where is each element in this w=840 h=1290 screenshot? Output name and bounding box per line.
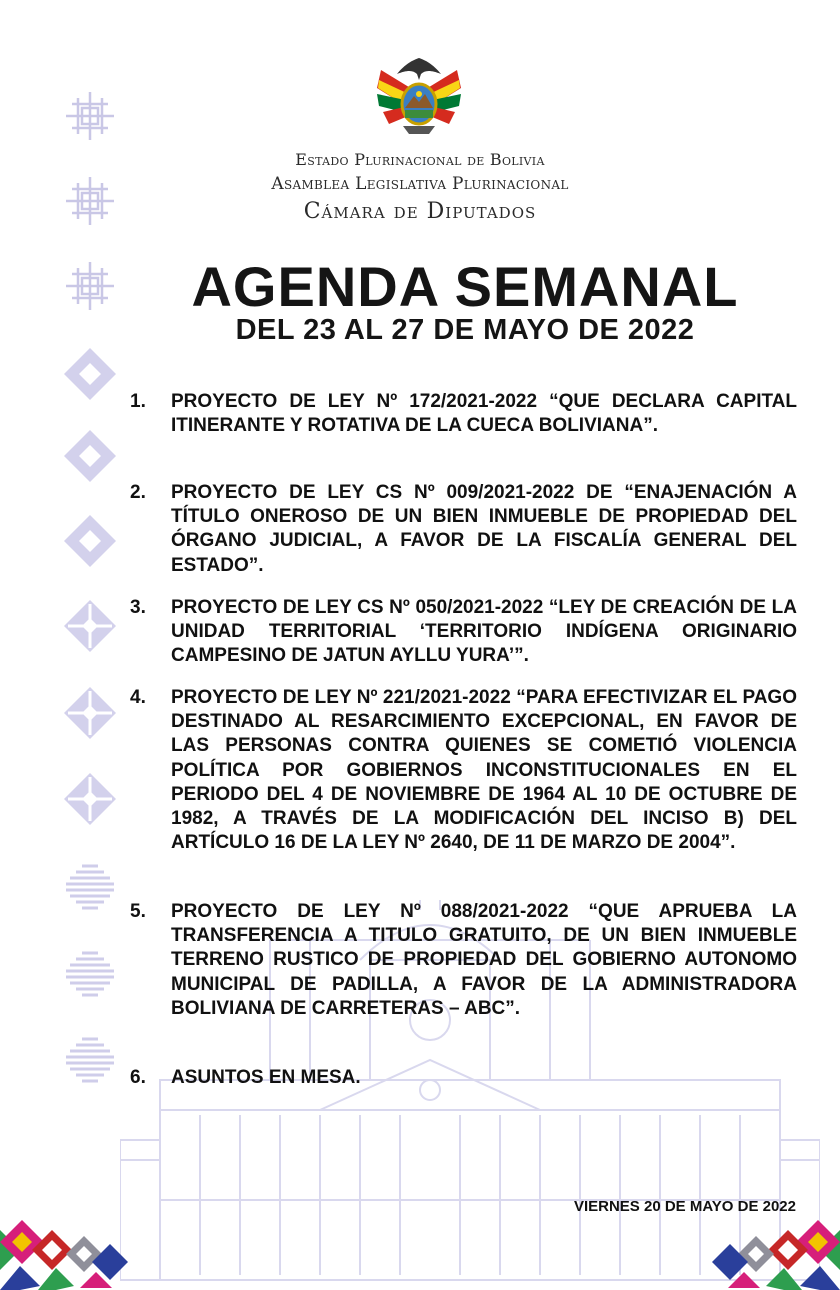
item-text: PROYECTO DE LEY CS Nº 009/2021-2022 DE “ENAJENACIÓN A TÍTULO ONEROSO DE UN BIEN INMUEBLE DE PROPIEDAD DEL ÓRGANO JUDICIAL, A FAVOR DE LA FISCALÍA GENERAL DEL ESTADO”.: [171, 482, 797, 576]
item-text: ASUNTOS EN MESA.: [171, 1067, 361, 1088]
andean-pattern-icon: [0, 1210, 130, 1290]
institution-line-3: Cámara de Diputados: [303, 199, 537, 224]
item-text: PROYECTO DE LEY Nº 088/2021-2022 “QUE APRUEBA LA TRANSFERENCIA A TITULO GRATUITO, DE UN BIEN INMUEBLE TERRENO RUSTICO DE PROPIEDAD DEL GOBIERNO AUTONOMO MUNICIPAL DE PADILLA, A FAVOR DE LA ADMINISTRADORA BOLIVIANA DE CARRETERAS – ABC”.: [171, 901, 797, 1019]
chevron-pattern-icon: [62, 858, 118, 914]
page-subtitle: DEL 23 AL 27 DE MAYO DE 2022: [235, 314, 695, 346]
coat-of-arms-icon: [369, 52, 469, 138]
item-text: PROYECTO DE LEY Nº 172/2021-2022 “QUE DECLARA CAPITAL ITINERANTE Y ROTATIVA DE LA CUECA BOLIVIANA”.: [171, 391, 797, 437]
item-number: 2.: [130, 482, 146, 503]
item-number: 1.: [130, 391, 146, 412]
item-text: PROYECTO DE LEY CS Nº 050/2021-2022 “LEY DE CREACIÓN DE LA UNIDAD TERRITORIAL ‘TERRITORIO INDÍGENA ORIGINARIO CAMPESINO DE JATUN AYLLU YURA’”.: [171, 597, 797, 667]
institution-line-2: Asamblea Legislativa Plurinacional: [271, 174, 569, 194]
item-number: 6.: [130, 1067, 146, 1088]
diamond-pattern-icon: [62, 685, 118, 741]
diamond-pattern-icon: [62, 771, 118, 827]
publication-date: VIERNES 20 DE MAYO DE 2022: [573, 1198, 796, 1215]
chevron-pattern-icon: [62, 1031, 118, 1087]
item-number: 3.: [130, 597, 146, 618]
diamond-pattern-icon: [62, 598, 118, 654]
item-text: PROYECTO DE LEY Nº 221/2021-2022 “PARA EFECTIVIZAR EL PAGO DESTINADO AL RESARCIMIENTO EXCEPCIONAL, EN FAVOR DE LAS PERSONAS CONTRA QUIENES SE COMETIÓ VIOLENCIA POLÍTICA POR GOBIERNOS INCONSTITUCIONALES EN EL PERIODO DEL 4 DE NOVIEMBRE DE 1964 AL 10 DE OCTUBRE DE 1982, A TRAVÉS DE LA MODIFICACIÓN DEL INCISO B) DEL ARTÍCULO 16 DE LA LEY Nº 2640, DE 11 DE MARZO DE 2004”.: [171, 687, 797, 854]
page-title: AGENDA SEMANAL: [191, 255, 739, 318]
diamond-pattern-icon: [62, 346, 118, 402]
institution-line-1: Estado Plurinacional de Bolivia: [295, 150, 545, 169]
andean-pattern-icon: [712, 1210, 840, 1290]
diamond-pattern-icon: [62, 428, 118, 484]
item-number: 5.: [130, 901, 146, 922]
cross-pattern-icon: [62, 88, 118, 144]
chevron-pattern-icon: [62, 945, 118, 1001]
diamond-pattern-icon: [62, 513, 118, 569]
item-number: 4.: [130, 687, 146, 708]
